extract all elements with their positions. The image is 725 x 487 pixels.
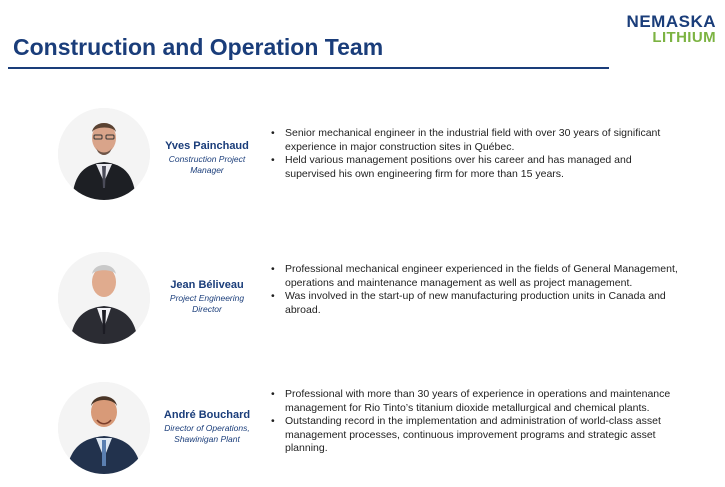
logo-line-1: NEMASKA (626, 12, 716, 31)
bio-bullet: • Professional mechanical engineer experienced in the fields of General Management, operations and maintenance management as well as project management. (269, 263, 679, 290)
bio-bullet: • Professional with more than 30 years of experience in operations and maintenance management for Rio Tinto’s titanium dioxide metallurgical and chemical plants. (269, 388, 679, 415)
member-name: Jean Béliveau (170, 279, 244, 291)
logo-line-2: LITHIUM (652, 29, 716, 46)
portrait-photo (58, 108, 150, 200)
portrait-photo (58, 382, 150, 474)
company-logo (612, 12, 716, 46)
member-role: Project Engineering Director (169, 293, 245, 314)
member-bio-list (269, 127, 679, 181)
member-role: Director of Operations, Shawinigan Plant (164, 423, 250, 444)
member-name: Yves Painchaud (165, 140, 249, 152)
member-name-block (155, 409, 259, 445)
member-name: André Bouchard (163, 409, 251, 421)
member-bio-list (269, 263, 679, 317)
bio-bullet: • Was involved in the start-up of new manufacturing production units in Canada and abroad. (269, 290, 679, 317)
member-name-block (155, 140, 259, 176)
portrait-photo (58, 252, 150, 344)
bio-bullet: • Outstanding record in the implementation and administration of world-class asset management processes, continuous improvement programs and strategic asset planning. (269, 415, 679, 456)
member-role: Construction Project Manager (168, 154, 246, 175)
member-bio-list (269, 388, 679, 456)
title-divider (8, 67, 609, 69)
bio-bullet: • Held various management positions over his career and has managed and supervised his own engineering firm for more than 15 years. (269, 154, 679, 181)
page-title: Construction and Operation Team (13, 34, 384, 60)
bio-bullet: • Senior mechanical engineer in the industrial field with over 30 years of significant experience in major construction sites in Québec. (269, 127, 679, 154)
member-name-block (155, 279, 259, 315)
